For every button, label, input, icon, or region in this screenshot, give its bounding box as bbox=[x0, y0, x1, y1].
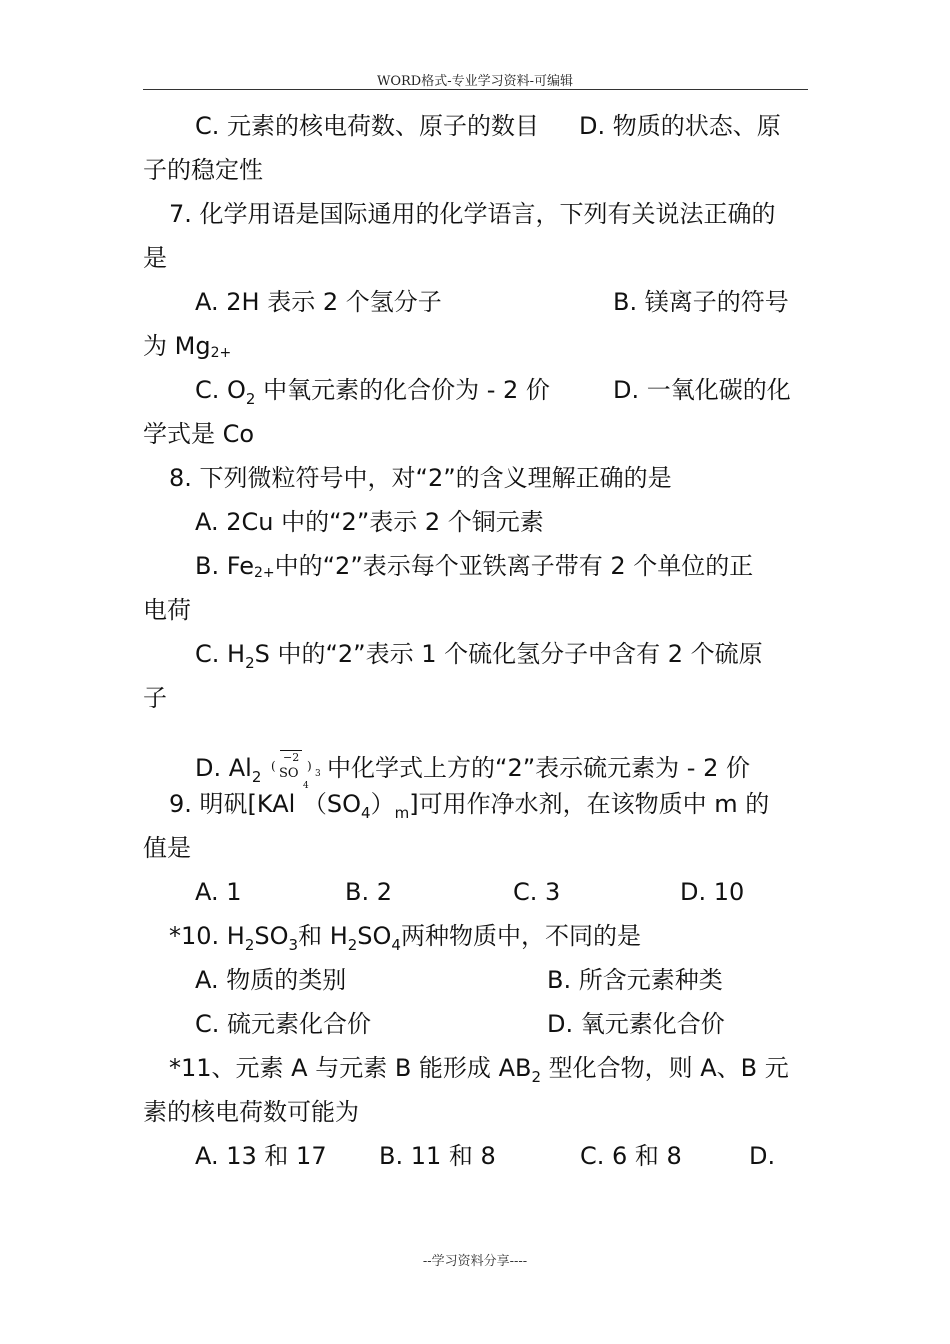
q8-stem: 8. 下列微粒符号中，对“2”的含义理解正确的是 bbox=[169, 464, 672, 492]
q8-b-charge: 2+ bbox=[253, 565, 275, 581]
q10-text-3: 和 H bbox=[298, 922, 348, 950]
q10-text-2: SO bbox=[254, 922, 289, 950]
formula-bar bbox=[280, 750, 302, 751]
q11-stem-continued: 素的核电荷数可能为 bbox=[143, 1098, 359, 1126]
q9-subscript-m: m bbox=[394, 804, 410, 822]
q9-stem-continued: 值是 bbox=[143, 834, 191, 862]
q8-d-text: D. Al bbox=[195, 754, 252, 782]
q8-b-text-rest: 中的“2”表示每个亚铁离子带有 2 个单位的正 bbox=[274, 552, 754, 580]
q10-text-4: SO bbox=[357, 922, 392, 950]
q9-text-rest: ]可用作净水剂，在该物质中 m 的 bbox=[409, 790, 770, 818]
q7-option-d-continued: 学式是 Co bbox=[143, 420, 255, 448]
q10-option-a: A. 物质的类别 bbox=[195, 966, 347, 994]
q7-b-text: 为 Mg bbox=[143, 332, 211, 360]
q8-option-c-continued: 子 bbox=[143, 684, 167, 712]
formula-radical-subscript: 4 bbox=[303, 781, 309, 791]
q7-c-subscript: 2 bbox=[245, 390, 256, 408]
q11-subscript: 2 bbox=[531, 1068, 541, 1086]
q9-option-b: B. 2 bbox=[345, 878, 392, 906]
q8-b-text: B. Fe bbox=[195, 552, 254, 580]
q7-c-text-rest: 中氧元素的化合价为 - 2 价 bbox=[255, 376, 550, 404]
q9-subscript-4: 4 bbox=[361, 804, 371, 822]
q7-option-c bbox=[195, 376, 550, 408]
q10-sub-4: 4 bbox=[391, 936, 401, 954]
q11-option-b: B. 11 和 8 bbox=[379, 1142, 496, 1170]
q7-option-b: B. 镁离子的符号 bbox=[613, 288, 789, 316]
q9-option-a: A. 1 bbox=[195, 878, 242, 906]
q8-c-subscript: 2 bbox=[245, 654, 255, 672]
q10-text-5: 两种物质中，不同的是 bbox=[400, 922, 641, 950]
q11-option-a: A. 13 和 17 bbox=[195, 1142, 327, 1170]
q7-option-d: D. 一氧化碳的化 bbox=[613, 376, 791, 404]
formula-subscript-3: 3 bbox=[315, 769, 321, 779]
q11-text-rest: 型化合物，则 A、B 元 bbox=[541, 1054, 789, 1082]
formula-radical: SO bbox=[279, 766, 299, 781]
q10-option-d: D. 氧元素化合价 bbox=[547, 1010, 725, 1038]
q8-c-text: C. H bbox=[195, 640, 246, 668]
q6-options-line bbox=[143, 104, 808, 148]
page-header: WORD格式-专业学习资料-可编辑 bbox=[376, 74, 574, 89]
valence-formula bbox=[271, 738, 325, 791]
q6-option-d: D. 物质的状态、原 bbox=[579, 112, 781, 140]
q8-c-text-rest: S 中的“2”表示 1 个硫化氢分子中含有 2 个硫原 bbox=[254, 640, 763, 668]
formula-close-paren: ) bbox=[307, 759, 312, 773]
formula-valence: −2 bbox=[283, 751, 300, 764]
q8-option-b-continued: 电荷 bbox=[143, 596, 191, 624]
q7-option-a: A. 2H 表示 2 个氢分子 bbox=[195, 288, 442, 316]
q10-sub-1: 2 bbox=[244, 936, 255, 954]
q8-d-subscript: 2 bbox=[251, 768, 262, 786]
q9-options bbox=[143, 870, 808, 914]
q11-options bbox=[143, 1134, 808, 1178]
q7-b-charge: 2+ bbox=[210, 345, 232, 361]
q6-option-d-continued: 子的稳定性 bbox=[143, 156, 263, 184]
q8-d-text-rest: 中化学式上方的“2”表示硫元素为 - 2 价 bbox=[327, 754, 750, 782]
q10-text-1: *10. H bbox=[169, 922, 245, 950]
q9-paren: ） bbox=[370, 790, 395, 818]
q9-option-c: C. 3 bbox=[513, 878, 561, 906]
q10-sub-3: 2 bbox=[347, 936, 358, 954]
q10-options-cd bbox=[143, 1002, 808, 1046]
q11-option-c: C. 6 和 8 bbox=[580, 1142, 682, 1170]
formula-open-paren: ( bbox=[271, 759, 276, 773]
q11-option-d: D. bbox=[749, 1142, 776, 1170]
q7-options-ab bbox=[143, 280, 808, 324]
q10-option-b: B. 所含元素种类 bbox=[547, 966, 723, 994]
header-divider bbox=[143, 89, 808, 90]
q10-option-c: C. 硫元素化合价 bbox=[195, 1010, 372, 1038]
q9-option-d: D. 10 bbox=[680, 878, 745, 906]
q10-options-ab bbox=[143, 958, 808, 1002]
q9-text: 9. 明矾[KAl （SO bbox=[169, 790, 362, 818]
q7-stem-continued: 是 bbox=[143, 244, 167, 272]
q11-text: *11、元素 A 与元素 B 能形成 AB bbox=[169, 1054, 532, 1082]
q8-option-a: A. 2Cu 中的“2”表示 2 个铜元素 bbox=[195, 508, 544, 536]
q6-option-c: C. 元素的核电荷数、原子的数目 bbox=[195, 112, 540, 140]
q7-c-text: C. O bbox=[195, 376, 246, 404]
q7-stem: 7. 化学用语是国际通用的化学语言，下列有关说法正确的 bbox=[169, 200, 776, 228]
page-footer: --学习资料分享---- bbox=[422, 1254, 528, 1269]
q10-sub-2: 3 bbox=[288, 936, 299, 954]
